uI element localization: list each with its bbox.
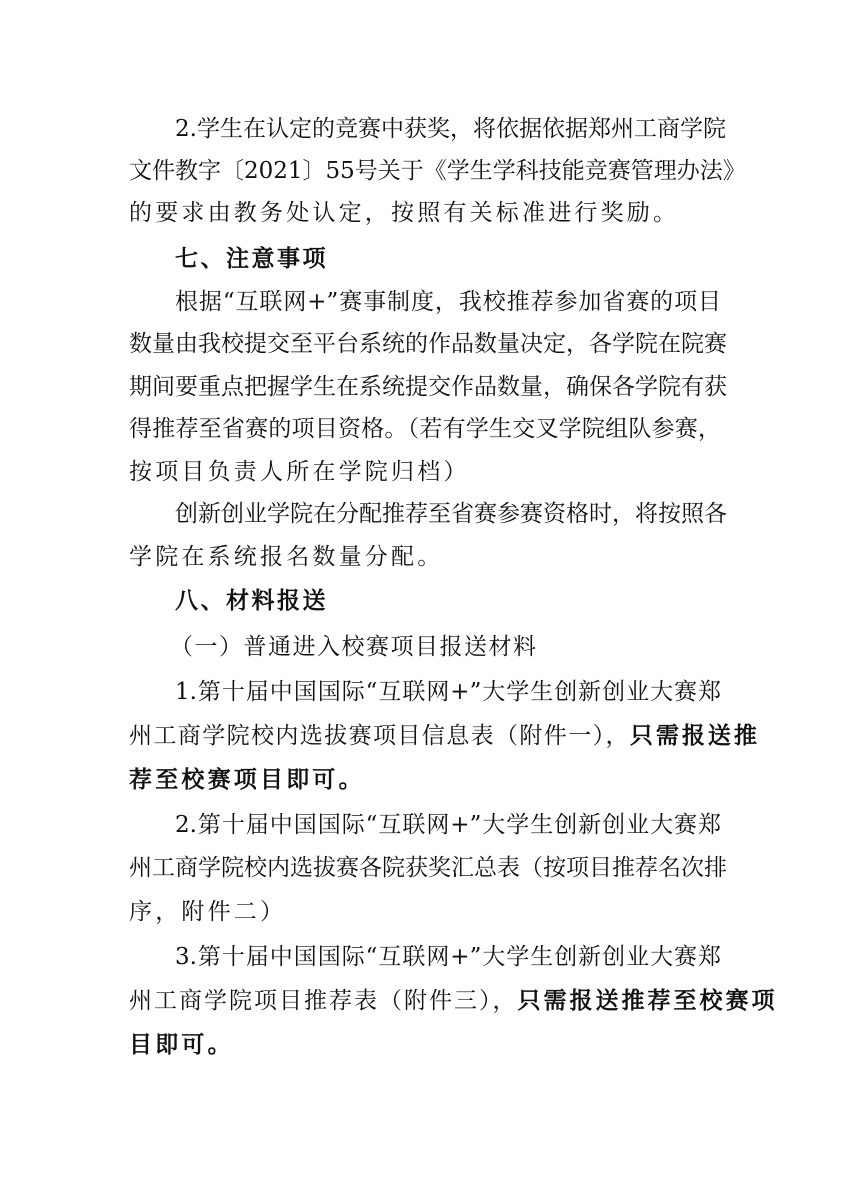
paragraph-award-line-1: 2.学生在认定的竞赛中获奖，将依据依据郑州工商学院	[175, 116, 726, 142]
paragraph-notes-line-3: 期间要重点把握学生在系统提交作品数量，确保各学院有获	[129, 374, 727, 400]
item-2-line-2: 州工商学院校内选拔赛各院获奖汇总表（按项目推荐名次排	[129, 855, 727, 881]
subsection-heading: （一）普通进入校赛项目报送材料	[170, 634, 538, 660]
item-2-line-3: 序，附件二）	[129, 899, 287, 925]
paragraph-award-line-2: 文件教字〔2021〕55号关于《学生学科技能竞赛管理办法》	[129, 158, 746, 184]
section-heading-materials: 八、材料报送	[175, 588, 328, 614]
paragraph-notes-line-2: 数量由我校提交至平台系统的作品数量决定，各学院在院赛	[129, 331, 727, 357]
paragraph-notes-line-5: 按项目负责人所在学院归档）	[129, 459, 470, 485]
item-3-line-2	[129, 986, 778, 1016]
item-3-line-2-bold: 只需报送推荐至校赛项	[517, 988, 778, 1014]
paragraph-allocation-line-2: 学院在系统报名数量分配。	[129, 544, 444, 570]
item-1-line-2	[129, 721, 760, 751]
item-1-line-1: 1.第十届中国国际“互联网+”大学生创新创业大赛郑	[175, 679, 721, 705]
section-heading-notes: 七、注意事项	[175, 246, 328, 272]
item-1-line-3-bold: 荐至校赛项目即可。	[129, 767, 365, 793]
item-1-line-2-bold: 只需报送推	[629, 723, 760, 749]
paragraph-allocation-line-1: 创新创业学院在分配推荐至省赛参赛资格时，将按照各	[175, 501, 727, 527]
item-3-line-1: 3.第十届中国国际“互联网+”大学生创新创业大赛郑	[175, 944, 721, 970]
item-2-line-1: 2.第十届中国国际“互联网+”大学生创新创业大赛郑	[175, 812, 721, 838]
item-1-line-2-normal: 州工商学院校内选拔赛项目信息表（附件一），	[129, 723, 630, 749]
item-3-line-3-bold: 目即可。	[129, 1032, 234, 1058]
paragraph-notes-line-4: 得推荐至省赛的项目资格。（若有学生交叉学院组队参赛，	[129, 416, 721, 442]
paragraph-award-line-3: 的要求由教务处认定，按照有关标准进行奖励。	[129, 200, 680, 226]
paragraph-notes-line-1: 根据“互联网+”赛事制度，我校推荐参加省赛的项目	[175, 289, 721, 315]
item-3-line-2-normal: 州工商学院项目推荐表（附件三），	[129, 988, 518, 1014]
